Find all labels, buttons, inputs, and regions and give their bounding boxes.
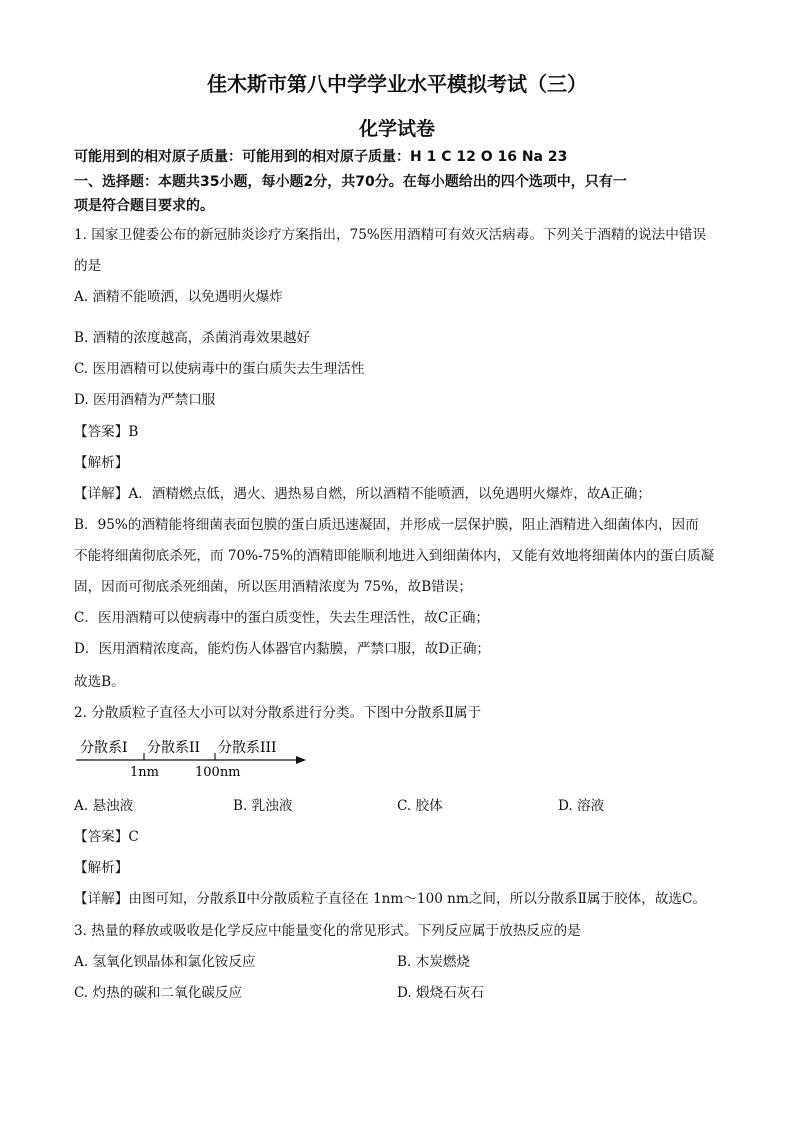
exam-title: 佳木斯市第八中学学业水平模拟考试（三）	[207, 72, 587, 96]
q1-option-a: A. 酒精不能喷洒，以免遇明火爆炸	[74, 289, 283, 305]
diagram-arrowhead	[296, 756, 306, 764]
q2-stem: 2. 分散质粒子直径大小可以对分散系进行分类。下图中分散系Ⅱ属于	[74, 705, 482, 721]
q3-option-a: A. 氢氧化钡晶体和氯化铵反应	[74, 954, 256, 970]
q1-option-c: C. 医用酒精可以使病毒中的蛋白质失去生理活性	[74, 361, 365, 377]
section-instructions-line1: 一、选择题：本题共35小题，每小题2分，共70分。在每小题给出的四个选项中，只有一	[74, 174, 627, 190]
diagram-label-system2: 分散系II	[147, 740, 201, 756]
q1-answer: 【答案】B	[74, 424, 139, 440]
q1-detail-line4: 固，因而可彻底杀死细菌，所以医用酒精浓度为 75%，故B错误；	[74, 579, 472, 595]
q1-stem-line1: 1. 国家卫健委公布的新冠肺炎诊疗方案指出，75%医用酒精可有效灭活病毒。下列关于酒精的说法中错误	[74, 227, 707, 243]
q1-detail-line3: 不能将细菌彻底杀死，而 70%-75%的酒精即能顺利地进入到细菌体内，又能有效地将细菌体内的蛋白质凝	[74, 548, 715, 564]
q3-option-c: C. 灼热的碳和二氧化碳反应	[74, 985, 243, 1001]
q2-option-b: B. 乳浊液	[233, 798, 293, 814]
q1-option-d: D. 医用酒精为严禁口服	[74, 392, 216, 408]
diagram-label-system1: 分散系I	[80, 740, 128, 756]
diagram-tick-label-100nm: 100nm	[195, 765, 241, 780]
atomic-masses: 可能用到的相对原子质量：可能用到的相对原子质量：H 1 C 12 O 16 Na 23	[74, 149, 568, 165]
dispersion-diagram	[74, 736, 314, 782]
q3-stem: 3. 热量的释放或吸收是化学反应中能量变化的常见形式。下列反应属于放热反应的是	[74, 923, 581, 939]
q3-option-b: B. 木炭燃烧	[397, 954, 471, 970]
diagram-label-system3: 分散系III	[218, 740, 277, 756]
diagram-tick-label-1nm: 1nm	[130, 765, 159, 780]
q1-detail-line6: D．医用酒精浓度高，能灼伤人体器官内黏膜，严禁口服，故D正确；	[74, 641, 491, 657]
q2-option-d: D. 溶液	[558, 798, 605, 814]
q2-option-c: C. 胶体	[397, 798, 443, 814]
exam-subtitle: 化学试卷	[358, 118, 435, 140]
q1-detail-line5: C．医用酒精可以使病毒中的蛋白质变性，失去生理活性，故C正确；	[74, 610, 490, 626]
q2-option-a: A. 悬浊液	[74, 798, 134, 814]
q1-option-b: B. 酒精的浓度越高，杀菌消毒效果越好	[74, 330, 311, 346]
q1-analysis-label: 【解析】	[74, 455, 129, 471]
q2-answer: 【答案】C	[74, 829, 139, 845]
q3-option-d: D. 煅烧石灰石	[397, 985, 485, 1001]
q1-detail-line2: B．95%的酒精能将细菌表面包膜的蛋白质迅速凝固，并形成一层保护膜，阻止酒精进入细菌体内，因而	[74, 517, 699, 533]
q1-stem-line2: 的是	[74, 258, 102, 274]
q2-analysis-label: 【解析】	[74, 860, 129, 876]
q2-detail: 【详解】由图可知，分散系Ⅱ中分散质粒子直径在 1nm～100 nm之间，所以分散系Ⅱ属于胶体，故选C。	[74, 891, 706, 907]
q1-conclusion: 故选B。	[74, 674, 125, 690]
section-instructions-line2: 项是符合题目要求的。	[74, 198, 214, 214]
q1-detail-line1: 【详解】A．酒精燃点低，遇火、遇热易自燃，所以酒精不能喷洒，以免遇明火爆炸，故A正确；	[74, 486, 651, 502]
